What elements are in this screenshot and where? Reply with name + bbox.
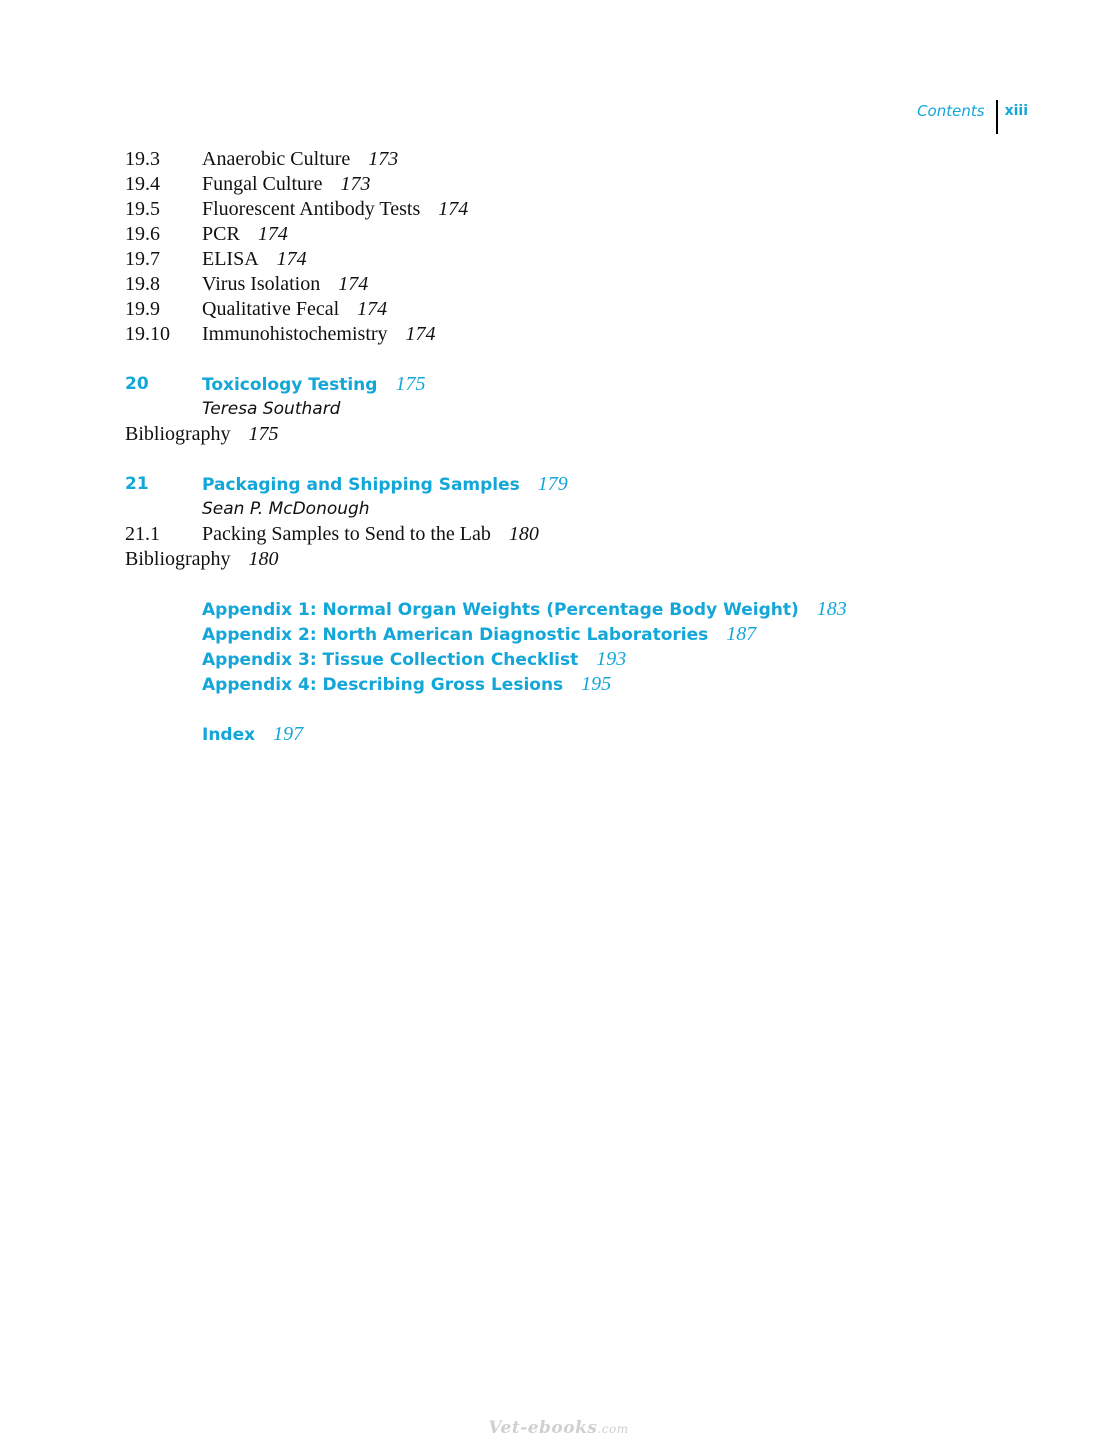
section-title: Packing Samples to Send to the Lab: [202, 523, 491, 545]
running-header: [917, 100, 1028, 134]
toc-chapter-20[interactable]: [125, 372, 1025, 397]
section-page: 174: [405, 323, 436, 345]
chapter-author: [125, 397, 1025, 422]
toc-bibliography-21[interactable]: [125, 547, 1025, 572]
watermark-text: Vet-ebooks: [488, 1418, 598, 1438]
index-title: Index: [202, 725, 256, 745]
toc-appendix-1[interactable]: [125, 597, 1025, 622]
toc-bibliography-20[interactable]: [125, 422, 1025, 447]
appendix-title: Appendix 4: Describing Gross Lesions: [202, 675, 564, 695]
section-page: 173: [340, 173, 371, 195]
section-number: 19.5: [125, 198, 160, 220]
appendix-title: Appendix 3: Tissue Collection Checklist: [202, 650, 579, 670]
section-title: PCR: [202, 223, 240, 245]
appendix-title: Appendix 1: Normal Organ Weights (Percentage Body Weight): [202, 600, 799, 620]
section-page: 180: [508, 523, 539, 545]
chapter-page: 175: [395, 373, 426, 395]
section-title: Fungal Culture: [202, 173, 323, 195]
toc-entry-19-6[interactable]: [125, 222, 1025, 247]
spacer: [125, 572, 1025, 597]
section-page: 174: [276, 248, 307, 270]
author-name: Sean P. McDonough: [202, 499, 370, 519]
bibliography-label: Bibliography: [125, 548, 231, 570]
appendix-page: 187: [726, 623, 757, 645]
bibliography-label: Bibliography: [125, 423, 231, 445]
bibliography-page: 175: [248, 423, 279, 445]
toc-entry-21-1[interactable]: [125, 522, 1025, 547]
toc-entry-19-5[interactable]: [125, 197, 1025, 222]
section-title: Qualitative Fecal: [202, 298, 340, 320]
toc-entry-19-8[interactable]: [125, 272, 1025, 297]
toc-entry-19-10[interactable]: [125, 322, 1025, 347]
appendix-page: 193: [596, 648, 627, 670]
running-header-section: Contents: [917, 102, 985, 120]
section-page: 174: [338, 273, 369, 295]
section-title: ELISA: [202, 248, 259, 270]
appendix-title: Appendix 2: North American Diagnostic Laboratories: [202, 625, 709, 645]
toc-appendix-2[interactable]: [125, 622, 1025, 647]
chapter-number: 21: [125, 474, 149, 494]
appendix-page: 195: [581, 673, 612, 695]
table-of-contents: [125, 147, 1025, 747]
chapter-title: Packaging and Shipping Samples: [202, 475, 520, 495]
section-page: 174: [357, 298, 388, 320]
section-page: 174: [257, 223, 288, 245]
chapter-author: [125, 497, 1025, 522]
spacer: [125, 697, 1025, 722]
section-number: 19.7: [125, 248, 160, 270]
chapter-number: 20: [125, 374, 149, 394]
toc-index[interactable]: [125, 722, 1025, 747]
section-page: 173: [368, 148, 399, 170]
toc-appendix-4[interactable]: [125, 672, 1025, 697]
spacer: [125, 447, 1025, 472]
section-number: 19.4: [125, 173, 160, 195]
bibliography-page: 180: [248, 548, 279, 570]
watermark-logo: [0, 1418, 1117, 1438]
toc-chapter-21[interactable]: [125, 472, 1025, 497]
toc-appendix-3[interactable]: [125, 647, 1025, 672]
spacer: [125, 347, 1025, 372]
section-title: Immunohistochemistry: [202, 323, 388, 345]
section-number: 19.8: [125, 273, 160, 295]
section-number: 21.1: [125, 523, 160, 545]
section-number: 19.3: [125, 148, 160, 170]
chapter-page: 179: [537, 473, 568, 495]
watermark-domain: .com: [597, 1422, 629, 1436]
toc-entry-19-4[interactable]: [125, 172, 1025, 197]
author-name: Teresa Southard: [202, 399, 341, 419]
appendix-page: 183: [816, 598, 847, 620]
section-title: Fluorescent Antibody Tests: [202, 198, 421, 220]
page-number: xiii: [1004, 103, 1028, 119]
section-title: Anaerobic Culture: [202, 148, 351, 170]
toc-entry-19-7[interactable]: [125, 247, 1025, 272]
toc-entry-19-3[interactable]: [125, 147, 1025, 172]
section-number: 19.9: [125, 298, 160, 320]
section-number: 19.10: [125, 323, 170, 345]
section-number: 19.6: [125, 223, 160, 245]
chapter-title: Toxicology Testing: [202, 375, 378, 395]
section-title: Virus Isolation: [202, 273, 321, 295]
section-page: 174: [438, 198, 469, 220]
toc-entry-19-9[interactable]: [125, 297, 1025, 322]
index-page: 197: [273, 723, 304, 745]
